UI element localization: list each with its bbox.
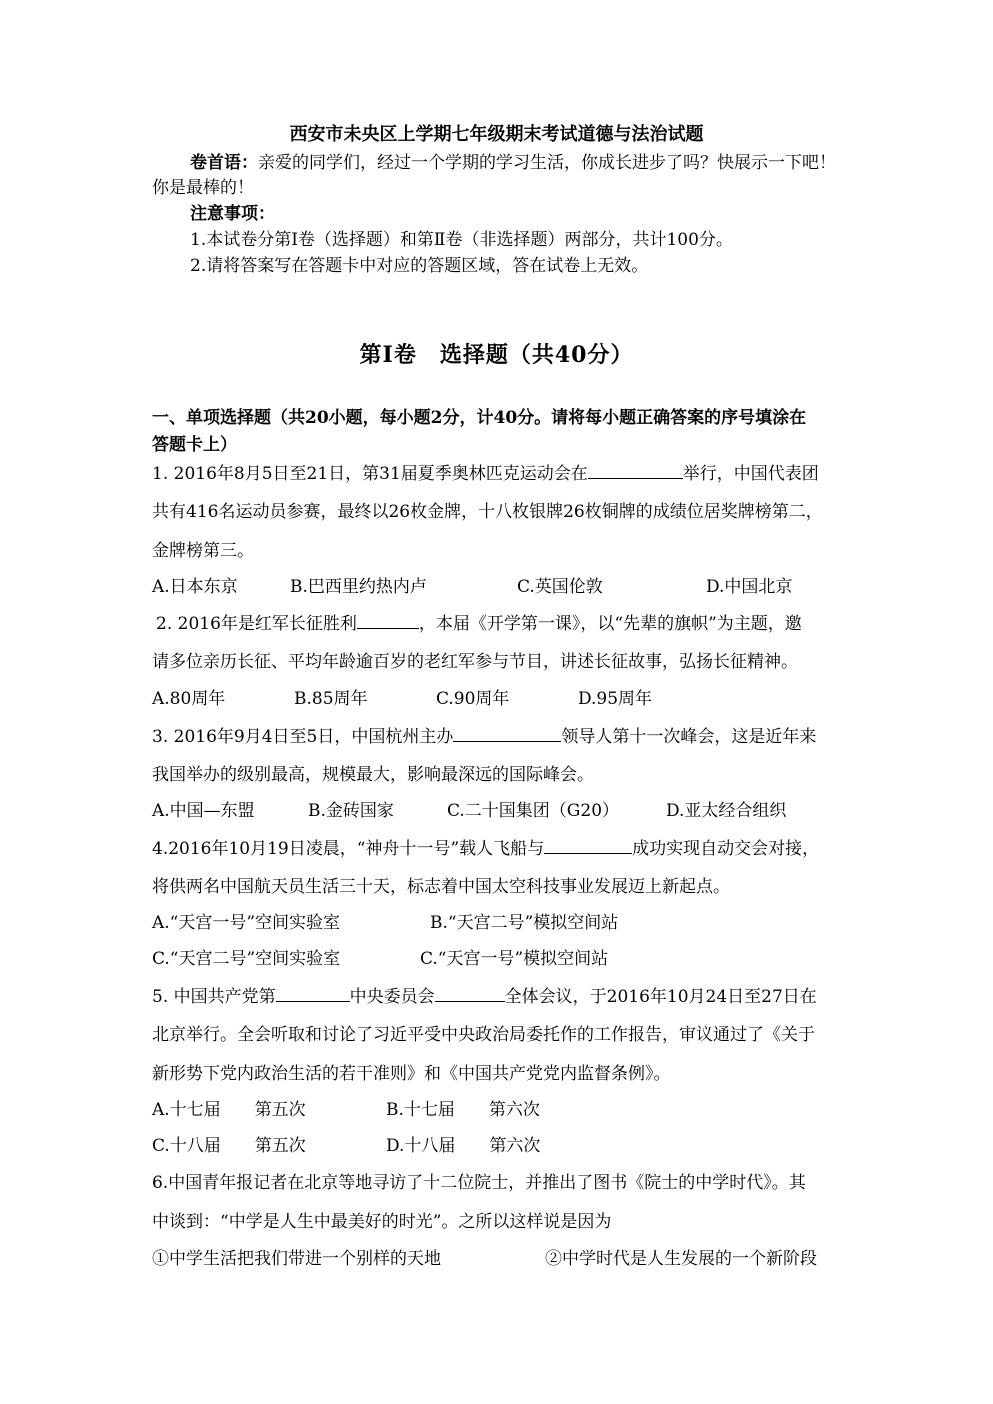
question-3-option-b: B.金砖国家	[308, 801, 394, 821]
question-2-option-d: D.95周年	[578, 689, 653, 709]
question-5-line-2: 北京举行。全会听取和讨论了习近平受中央政治局委托作的工作报告，审议通过了《关于	[152, 1025, 815, 1045]
question-3-line-2: 我国举办的级别最高，规模最大，影响最深远的国际峰会。	[152, 765, 594, 785]
question-1-option-b: B.巴西里约热内卢	[290, 577, 427, 597]
preface-line-1	[190, 152, 836, 174]
question-5-option-c: C.十八届 第五次	[152, 1136, 306, 1156]
question-6-line-1: 6.中国青年报记者在北京等地寻访了十二位院士，并推出了图书《院士的中学时代》。其	[152, 1173, 806, 1193]
note-2: 2.请将答案写在答题卡中对应的答题区域，答在试卷上无效。	[190, 256, 649, 276]
exam-title: 西安市未央区上学期七年级期末考试道德与法治试题	[289, 124, 704, 145]
question-2-text-a: 2. 2016年是红军长征胜利	[156, 614, 357, 634]
answer-blank	[357, 612, 419, 629]
question-1-option-d: D.中国北京	[706, 577, 793, 597]
question-4-option-d: C.“天宫一号”模拟空间站	[420, 949, 609, 969]
question-5-option-a: A.十七届 第五次	[152, 1100, 306, 1120]
question-5-line-3: 新形势下党内政治生活的若干准则》和《中国共产党党内监督条例》。	[152, 1064, 671, 1084]
question-2-line-2: 请多位亲历长征、平均年龄逾百岁的老红军参与节目，讲述长征故事，弘扬长征精神。	[152, 652, 798, 672]
answer-blank	[544, 837, 632, 854]
question-3-option-a: A.中国—东盟	[152, 801, 255, 821]
question-3-text-a: 3. 2016年9月4日至5日，中国杭州主办	[152, 727, 454, 747]
question-1-text-a: 1. 2016年8月5日至21日，第31届夏季奥林匹克运动会在	[152, 464, 588, 484]
question-3-text-b: 领导人第十一次峰会，这是近年来	[561, 727, 817, 747]
answer-blank	[276, 985, 350, 1002]
question-4-option-c: C.“天宫二号”空间实验室	[152, 949, 341, 969]
question-6-item-2: ②中学时代是人生发展的一个新阶段	[545, 1249, 817, 1269]
question-5-option-b: B.十七届 第六次	[386, 1100, 540, 1120]
preface-line-2: 你是最棒的！	[152, 178, 254, 198]
notes-label: 注意事项：	[190, 204, 275, 224]
question-2-option-c: C.90周年	[436, 689, 510, 709]
preface-label: 卷首语：	[190, 153, 258, 173]
question-1-text-b: 举行，中国代表团	[682, 464, 819, 484]
question-2-option-a: A.80周年	[152, 689, 226, 709]
question-1-line-2: 共有416名运动员参赛，最终以26枚金牌，十八枚银牌26枚铜牌的成绩位居奖牌榜第二，	[152, 502, 823, 522]
question-2-option-b: B.85周年	[294, 689, 368, 709]
answer-blank	[453, 725, 561, 742]
question-5-text-c: 全体会议，于2016年10月24日至27日在	[504, 987, 817, 1007]
question-1-line-1	[152, 462, 819, 485]
question-5-option-d: D.十八届 第六次	[386, 1136, 541, 1156]
question-6-line-2: 中谈到：“中学是人生中最美好的时光”。之所以这样说是因为	[152, 1212, 612, 1232]
answer-blank	[588, 462, 683, 479]
question-4-option-b: B.“天宫二号”模拟空间站	[430, 913, 619, 933]
preface-text-1: 亲爱的同学们，经过一个学期的学习生活，你成长进步了吗？快展示一下吧！	[258, 153, 836, 173]
question-6-item-1: ①中学生活把我们带进一个别样的天地	[152, 1249, 441, 1269]
section-instruction-1: 一、单项选择题（共20小题，每小题2分，计40分。请将每小题正确答案的序号填涂在	[152, 408, 807, 428]
question-3-option-c: C.二十国集团（G20）	[447, 801, 620, 821]
question-5-line-1	[152, 985, 817, 1008]
question-4-option-a: A.“天宫一号”空间实验室	[152, 913, 341, 933]
question-4-text-a: 4.2016年10月19日凌晨，“神舟十一号”载人飞船与	[152, 839, 545, 859]
question-5-text-b: 中央委员会	[349, 987, 435, 1007]
question-1-line-3: 金牌榜第三。	[152, 541, 254, 561]
section-heading: 第Ⅰ卷 选择题（共40分）	[359, 342, 634, 368]
question-4-line-1	[152, 837, 819, 860]
section-instruction-2: 答题卡上）	[152, 435, 237, 455]
question-4-line-2: 将供两名中国航天员生活三十天，标志着中国太空科技事业发展迈上新起点。	[152, 877, 730, 897]
question-1-option-c: C.英国伦敦	[517, 577, 603, 597]
answer-blank	[435, 985, 505, 1002]
note-1: 1.本试卷分第Ⅰ卷（选择题）和第Ⅱ卷（非选择题）两部分，共计100分。	[190, 230, 733, 250]
question-4-text-b: 成功实现自动交会对接，	[632, 839, 820, 859]
question-2-line-1	[156, 612, 802, 635]
question-5-text-a: 5. 中国共产党第	[152, 987, 276, 1007]
question-3-option-d: D.亚太经合组织	[666, 801, 787, 821]
question-3-line-1	[152, 725, 816, 748]
question-2-text-b: ，本届《开学第一课》，以“先辈的旗帜”为主题，邀	[418, 614, 802, 634]
question-1-option-a: A.日本东京	[152, 577, 238, 597]
